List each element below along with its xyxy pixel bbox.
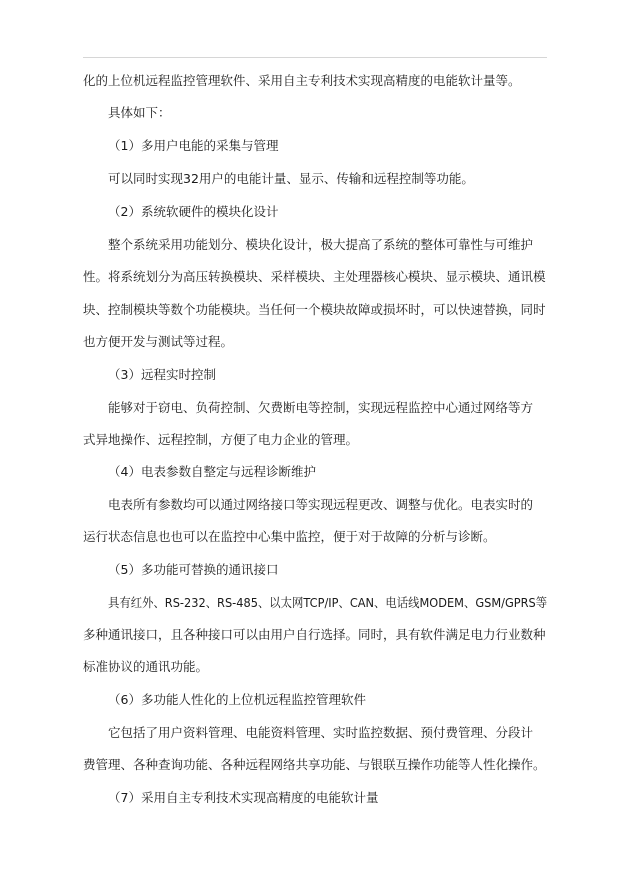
paragraph-line: 它包括了用户资料管理、电能资料管理、实时监控数据、预付费管理、分段计 (108, 725, 534, 740)
section-heading: （7）采用自主专利技术实现高精度的电能软计量 (108, 790, 379, 805)
paragraph-line: 运行状态信息也也可以在监控中心集中监控，便于对于故障的分析与诊断。 (83, 529, 496, 544)
paragraph-line: 电表所有参数均可以通过网络接口等实现远程更改、调整与优化。电表实时的 (108, 497, 534, 512)
section-heading: （2）系统软硬件的模块化设计 (108, 204, 279, 219)
paragraph-line: 式异地操作、远程控制，方便了电力企业的管理。 (83, 432, 359, 447)
paragraph-line: 费管理、各种查询功能、各种远程网络共享功能、与银联互操作功能等人性化操作。 (83, 757, 546, 772)
paragraph-line: 能够对于窃电、负荷控制、欠费断电等控制，实现远程监控中心通过网络等方 (108, 400, 534, 415)
section-heading: （4）电表参数自整定与远程诊断维护 (108, 464, 316, 479)
section-heading: （5）多功能可替换的通讯接口 (108, 562, 279, 577)
paragraph-line: 可以同时实现32用户的电能计量、显示、传输和远程控制等功能。 (108, 171, 474, 186)
section-heading: （6）多功能人性化的上位机远程监控管理软件 (108, 692, 366, 707)
paragraph-line: 标准协议的通讯功能。 (83, 659, 209, 674)
paragraph-line: 具有红外、RS-232、RS-485、以太网TCP/IP、CAN、电话线MODEM、GSM/GPRS等 (108, 595, 548, 610)
paragraph-line: 块、控制模块等数个功能模块。当任何一个模块故障或损坏时，可以快速替换，同时 (83, 302, 546, 317)
section-heading: （1）多用户电能的采集与管理 (108, 138, 279, 153)
paragraph-line: 化的上位机远程监控管理软件、采用自主专利技术实现高精度的电能软计量等。 (83, 73, 521, 88)
paragraph-line: 整个系统采用功能划分、模块化设计，极大提高了系统的整体可靠性与可维护 (108, 237, 534, 252)
paragraph-line: 性。将系统划分为高压转换模块、采样模块、主处理器核心模块、显示模块、通讯模 (83, 269, 546, 284)
section-heading: （3）远程实时控制 (108, 367, 216, 382)
paragraph-line: 多种通讯接口，且各种接口可以由用户自行选择。同时，具有软件满足电力行业数种 (83, 627, 546, 642)
paragraph-line: 也方便开发与测试等过程。 (83, 334, 234, 349)
paragraph-line: 具体如下： (108, 105, 171, 120)
